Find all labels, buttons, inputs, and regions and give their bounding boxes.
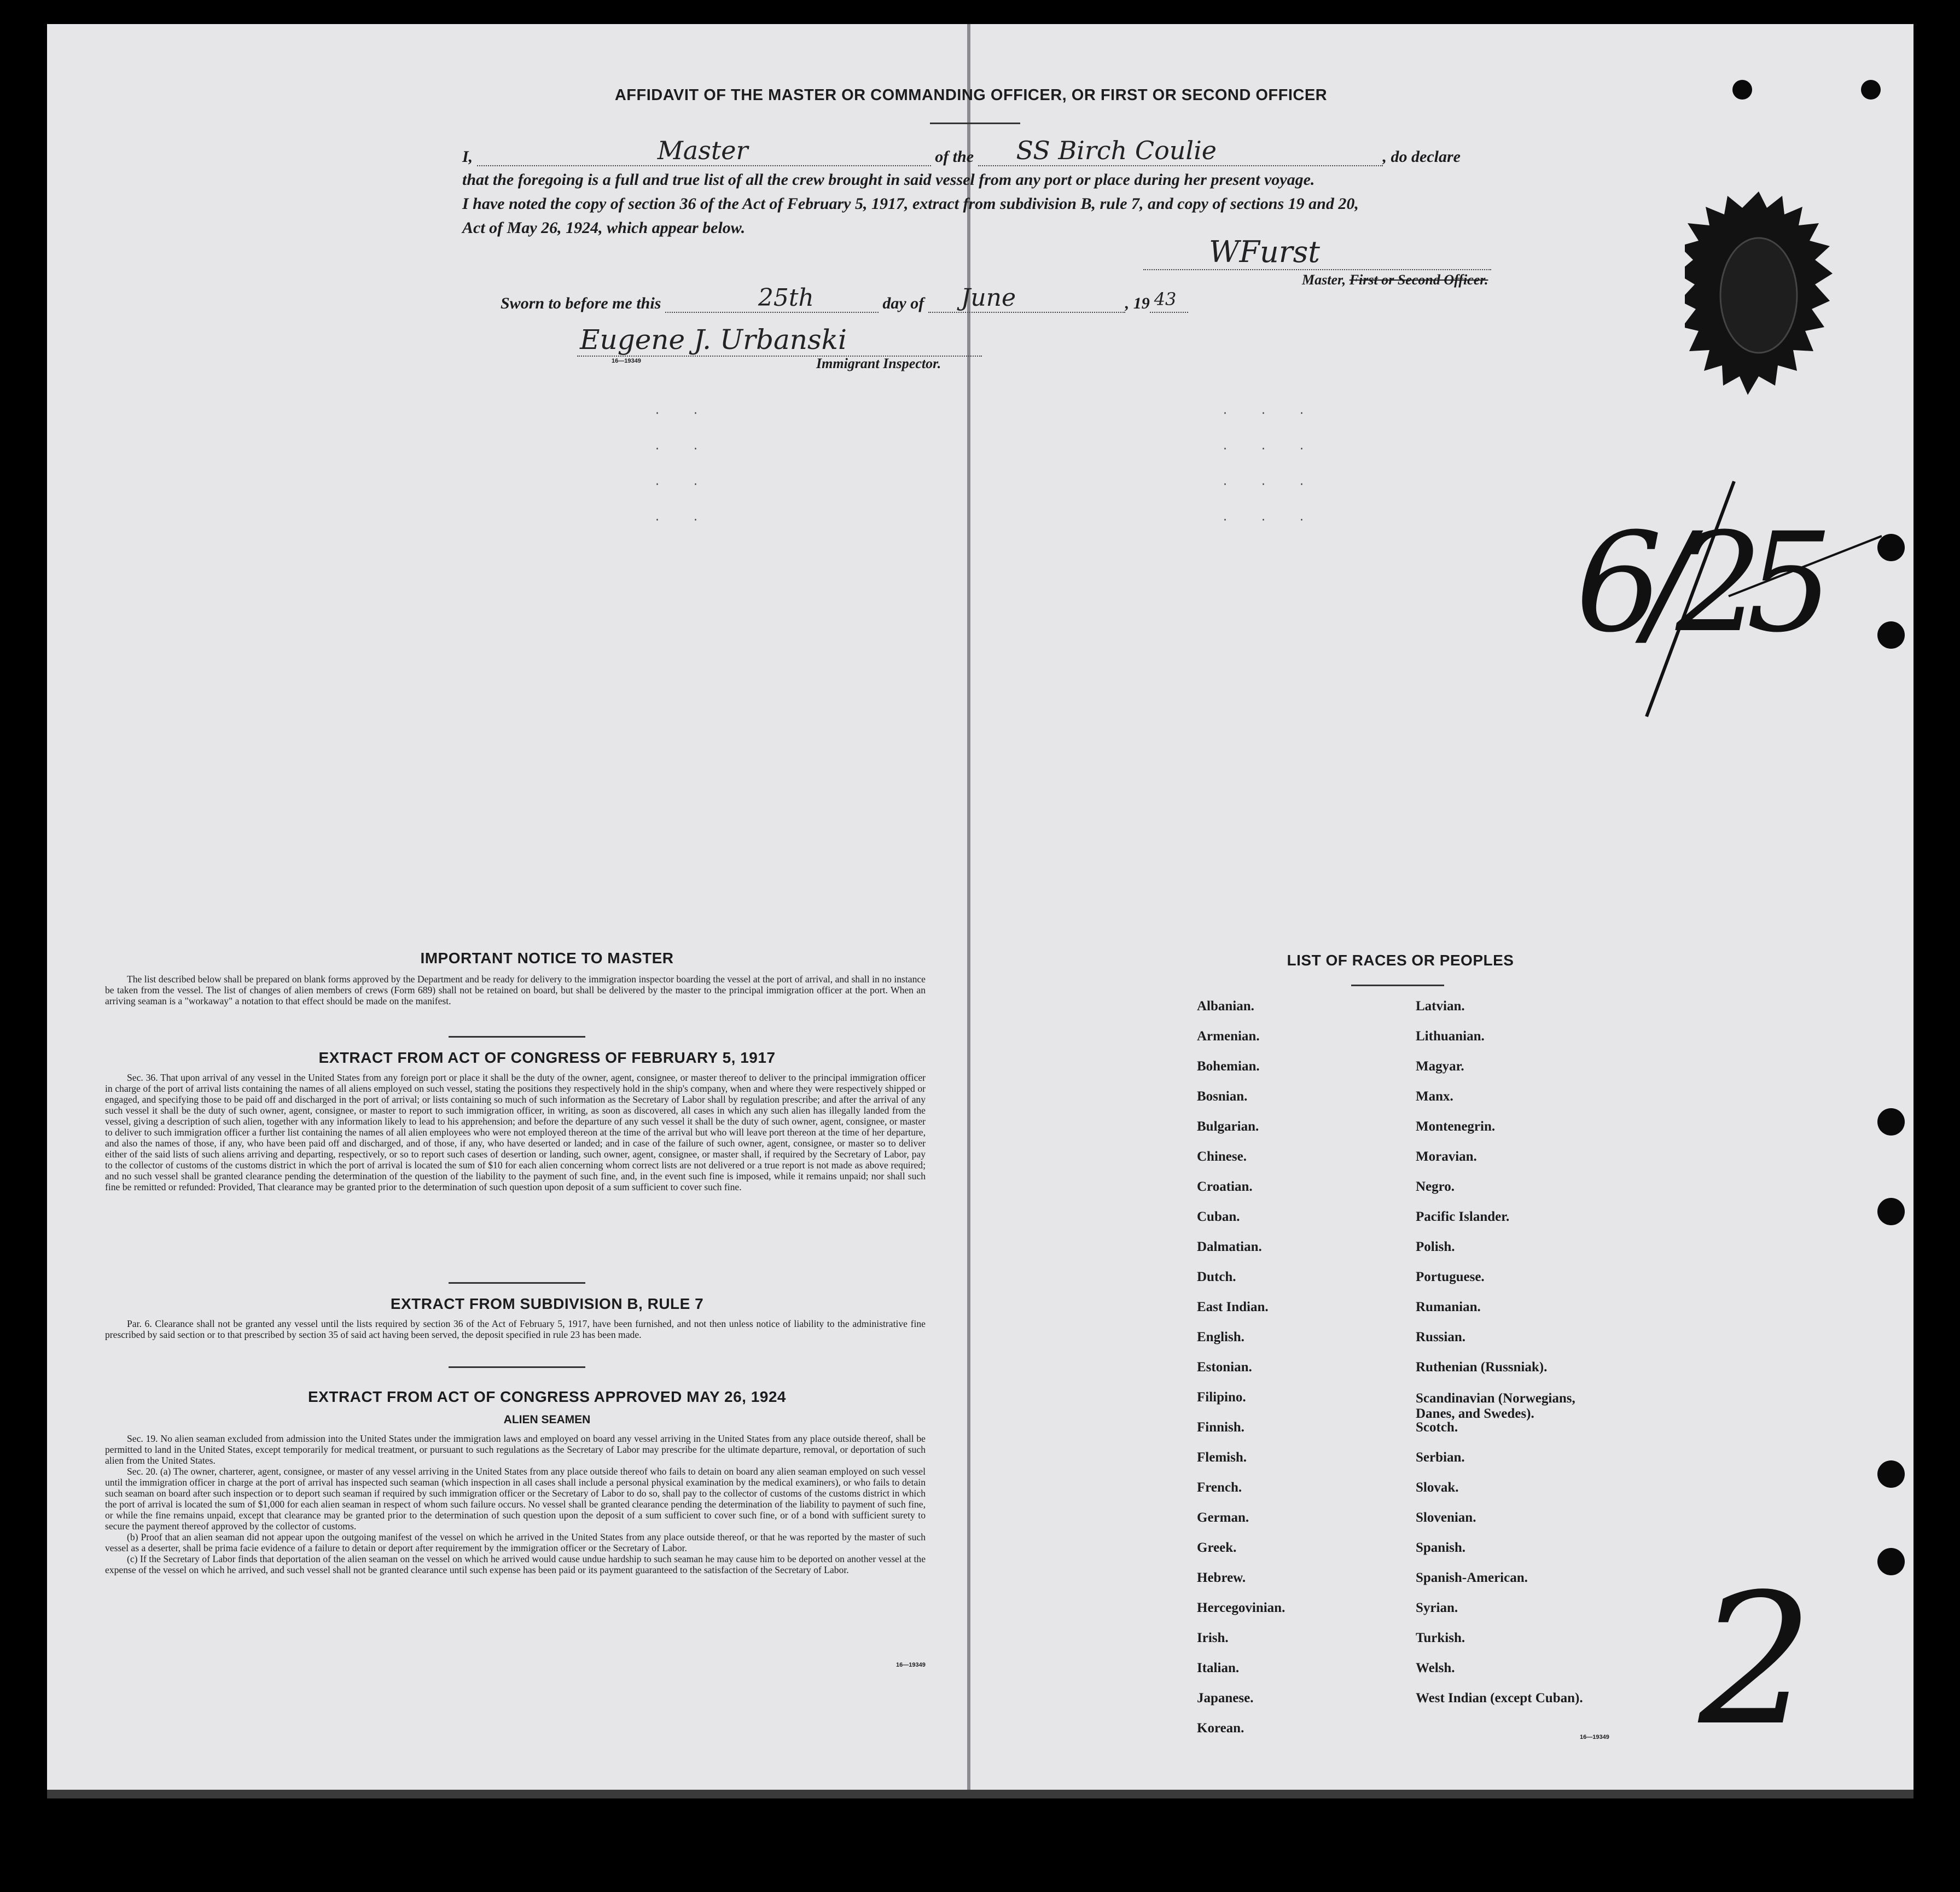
extract-1917-body xyxy=(105,1072,926,1192)
officer-signature: WFurst xyxy=(1209,235,1320,269)
race-item: Finnish. xyxy=(1197,1420,1244,1435)
notice-paragraph: The list described below shall be prepared on blank forms approved by the Department and be ready for delivery to the immigration inspector boarding the vessel at the port of arrival, and shall in no instance be taken from the vessel. The list of changes of alien members of crews (Form 689) shall not be retained on board, but shall be delivered by the master to the principal immigration officer at the port. When an arriving seaman is a "workaway" a notation to that effect should be made on the manifest. xyxy=(105,974,926,1006)
race-item: Lithuanian. xyxy=(1416,1029,1485,1044)
sheet-bottom-edge xyxy=(47,1790,1914,1798)
vessel-field xyxy=(978,136,1383,166)
divider xyxy=(449,1366,585,1368)
race-item: Greek. xyxy=(1197,1540,1237,1555)
of-the-text: of the xyxy=(935,148,974,166)
date-annotation xyxy=(1575,470,1882,722)
year-field xyxy=(1150,289,1188,313)
extract-1924-title: EXTRACT FROM ACT OF CONGRESS APPROVED MAY 26, 1924 xyxy=(308,1388,786,1405)
race-item: Flemish. xyxy=(1197,1450,1247,1465)
race-item: Magyar. xyxy=(1416,1059,1464,1074)
date-annotation-text: 6/25 xyxy=(1575,503,1817,662)
race-item: Spanish. xyxy=(1416,1540,1466,1555)
month-field xyxy=(928,284,1125,313)
sec-20a-paragraph: Sec. 20. (a) The owner, charterer, agent, consignee, or master of any vessel arriving in the United States from any place outside thereof who fails to detain on board any alien seaman employed on such vessel until the immigration officer in charge at the port of arrival has inspected such seaman (which inspection in all cases shall include a personal physical examination by the medical examiners), or who fails to detain such seaman on board after such inspection or to deport such seaman if required by such immigration officer or the Secretary of Labor to do so, shall pay to the collector of customs of the customs district in which the port of arrival is located the sum of $1,000 for each alien seaman in respect of whom such failure occurs. No vessel shall be granted clearance pending the determination of the liability to payment of such fine, or while the fine remains unpaid, except that clearance may be granted prior to the determination of such question upon the deposit of a sum sufficient to cover such fine, or of a bond with sufficient surety to secure the payment thereof approved by the collector of customs. xyxy=(105,1466,926,1532)
year-handwriting: 43 xyxy=(1154,289,1177,310)
notary-seal xyxy=(1685,191,1833,399)
race-item: Syrian. xyxy=(1416,1600,1458,1615)
race-item: Filipino. xyxy=(1197,1390,1246,1405)
punch-hole xyxy=(1861,80,1881,100)
rule-7-body xyxy=(105,1318,926,1340)
sec-19-paragraph: Sec. 19. No alien seaman excluded from admission into the United States under the immigration laws and employed on board any vessel arriving in the United States from any place outside thereof, shall be permitted to land in the United States, except temporarily for medical treatment, or pursuant to such regulations as the Secretary of Labor may prescribe for the ultimate departure, removal, or deportation of such alien from the United States. xyxy=(105,1433,926,1466)
race-item: Hebrew. xyxy=(1197,1570,1246,1585)
divider xyxy=(449,1282,585,1284)
race-item: West Indian (except Cuban). xyxy=(1416,1691,1583,1705)
race-item: Slovenian. xyxy=(1416,1510,1476,1525)
race-item: Bohemian. xyxy=(1197,1059,1260,1074)
race-item: Cuban. xyxy=(1197,1209,1240,1224)
vessel-handwriting: SS Birch Coulie xyxy=(1016,136,1217,165)
race-item: English. xyxy=(1197,1330,1244,1344)
race-item: Chinese. xyxy=(1197,1149,1247,1164)
race-item: Bosnian. xyxy=(1197,1089,1248,1104)
race-item: German. xyxy=(1197,1510,1249,1525)
race-item: Portuguese. xyxy=(1416,1270,1485,1284)
day-handwriting: 25th xyxy=(758,284,814,312)
race-item: Montenegrin. xyxy=(1416,1119,1496,1134)
form-number: 16—19349 xyxy=(896,1662,926,1668)
extract-1924-body xyxy=(105,1433,926,1575)
race-item: Dalmatian. xyxy=(1197,1239,1262,1254)
affidavit-line-2: that the foregoing is a full and true list of all the crew brought in said vessel from any port or place during her present voyage. xyxy=(462,171,1315,189)
race-item: Manx. xyxy=(1416,1089,1453,1104)
affidavit-line-4: Act of May 26, 1924, which appear below. xyxy=(462,219,746,237)
officer-signature-line xyxy=(1143,235,1491,270)
rule-7-title: EXTRACT FROM SUBDIVISION B, RULE 7 xyxy=(390,1295,704,1312)
page-number-annotation: 2 xyxy=(1699,1555,1813,1765)
race-item: Pacific Islander. xyxy=(1416,1209,1510,1224)
dot-markers: · · · · · · · · xyxy=(655,407,713,527)
rank-handwriting: Master xyxy=(657,136,748,165)
extract-1917-title: EXTRACT FROM ACT OF CONGRESS OF FEBRUARY 5, 1917 xyxy=(318,1049,776,1066)
punch-hole xyxy=(1732,80,1752,100)
race-item: Welsh. xyxy=(1416,1661,1455,1675)
alien-seamen-subtitle: ALIEN SEAMEN xyxy=(503,1413,591,1426)
race-item: Ruthenian (Russniak). xyxy=(1416,1360,1548,1375)
race-item: Latvian. xyxy=(1416,999,1465,1014)
form-number: 16—19349 xyxy=(1580,1734,1609,1740)
race-item: Russian. xyxy=(1416,1330,1466,1344)
day-field xyxy=(665,284,879,313)
inspector-signature-line xyxy=(577,324,982,357)
race-item: Scotch. xyxy=(1416,1420,1458,1435)
race-item: Polish. xyxy=(1416,1239,1455,1254)
dot-markers: · · · · · · · · · · · · xyxy=(1223,407,1319,527)
affidavit-title: AFFIDAVIT OF THE MASTER OR COMMANDING OFFICER, OR FIRST OR SECOND OFFICER xyxy=(614,86,1328,104)
race-item: Estonian. xyxy=(1197,1360,1252,1375)
form-number: 16—19349 xyxy=(612,358,641,364)
races-title: LIST OF RACES OR PEOPLES xyxy=(1287,952,1514,969)
race-item: Negro. xyxy=(1416,1179,1455,1194)
race-item: French. xyxy=(1197,1480,1242,1495)
race-item: Moravian. xyxy=(1416,1149,1477,1164)
officer-label-struck: First or Second Officer. xyxy=(1349,272,1488,288)
race-item: Croatian. xyxy=(1197,1179,1253,1194)
race-item: Slovak. xyxy=(1416,1480,1459,1495)
year-prefix: , 19 xyxy=(1125,294,1150,312)
rank-field xyxy=(477,136,931,166)
prefix-text: I, xyxy=(462,148,473,166)
punch-hole xyxy=(1877,1548,1905,1575)
sec-20c-paragraph: (c) If the Secretary of Labor finds that deportation of the alien seaman on the vessel on which he arrived would cause undue hardship to such seaman he may cause him to be deported on another vessel at the expense of the vessel on which he arrived, and such vessel shall not be granted clearance until such expense has been paid or its payment guaranteed to the satisfaction of the Secretary of Labor. xyxy=(105,1553,926,1575)
punch-hole xyxy=(1877,1108,1905,1136)
race-item: Italian. xyxy=(1197,1661,1240,1675)
race-item: Hercegovinian. xyxy=(1197,1600,1286,1615)
race-item: Bulgarian. xyxy=(1197,1119,1259,1134)
race-item: Turkish. xyxy=(1416,1631,1465,1645)
race-item: Armenian. xyxy=(1197,1029,1260,1044)
officer-label-master: Master, xyxy=(1302,272,1346,288)
sworn-prefix: Sworn to before me this xyxy=(501,294,661,312)
punch-hole xyxy=(1877,1198,1905,1225)
affidavit-line-1 xyxy=(462,136,1529,166)
divider xyxy=(449,1036,585,1038)
race-item: East Indian. xyxy=(1197,1300,1269,1314)
race-item: Irish. xyxy=(1197,1631,1229,1645)
race-item: Scandinavian (Norwegians, xyxy=(1416,1391,1575,1406)
race-item: Danes, and Swedes). xyxy=(1416,1406,1534,1421)
notice-body xyxy=(105,974,926,1006)
race-item: Spanish-American. xyxy=(1416,1570,1528,1585)
divider xyxy=(1351,985,1444,986)
sec-20b-paragraph: (b) Proof that an alien seaman did not appear upon the outgoing manifest of the vessel on which he arrived in the United States from any place outside thereof, or that he was reported by the master of such vessel as a deserter, shall be prima facie evidence of a failure to detain or deport after requirement by the immigration officer or the Secretary of Labor. xyxy=(105,1532,926,1553)
inspector-label: Immigrant Inspector. xyxy=(816,356,941,371)
day-of-text: day of xyxy=(882,294,924,312)
sworn-line xyxy=(501,284,1567,313)
race-item: Japanese. xyxy=(1197,1691,1254,1705)
declare-text: , do declare xyxy=(1382,148,1461,166)
month-handwriting: June xyxy=(961,284,1016,312)
inspector-signature: Eugene J. Urbanski xyxy=(580,324,847,356)
notice-title: IMPORTANT NOTICE TO MASTER xyxy=(420,950,674,967)
race-item: Korean. xyxy=(1197,1721,1244,1736)
sec-36-paragraph: Sec. 36. That upon arrival of any vessel in the United States from any foreign port or place it shall be the duty of the owner, agent, consignee, or master thereof to deliver to the principal immigration officer in charge of the port of arrival lists containing the names of all aliens employed on such vessel, stating the positions they respectively hold in the ship's company, when and where they were respectively shipped or engaged, and specifying those to be paid off and discharged in the port of arrival; or lists containing so much of such information as the Secretary of Labor shall by regulation prescribe; and after the arrival of any such vessel it shall be the duty of such owner, agent, consignee, or master to report to such immigration officer, in writing, as soon as discovered, all cases in which any such alien has illegally landed from the vessel, giving a description of such alien, together with any information likely to lead to his apprehension; and before the departure of any such vessel it shall be the duty of such owner, agent, consignee, or master to deliver to such immigration officer a further list containing the names of all alien employees who were not employed thereon at the time of the arrival but who will leave port thereon at the time of her departure, and also the names of those, if any, who have been paid off and discharged, and of those, if any, who have deserted or landed; and in case of the failure of such owner, agent, consignee, or master so to deliver either of the said lists of such aliens arriving and departing, respectively, or so to report such cases of desertion or landing, such owner, agent, consignee, or master shall, if required by the Secretary of Labor, pay to the collector of customs of the customs district in which the port of arrival is located the sum of $10 for each alien concerning whom correct lists are not delivered or a true report is not made as above required; and no such vessel shall be granted clearance pending the determination of the question of the liability to the payment of such fine, and, in the event such fine is imposed, while it remains unpaid; nor shall such fine be remitted or refunded: Provided, That clearance may be granted prior to the determination of such question upon deposit of a sum sufficient to cover such fine. xyxy=(105,1072,926,1192)
divider xyxy=(930,123,1020,124)
punch-hole xyxy=(1877,1460,1905,1488)
race-item: Dutch. xyxy=(1197,1270,1236,1284)
affidavit-line-3: I have noted the copy of section 36 of the Act of February 5, 1917, extract from subdivision B, rule 7, and copy of sections 19 and 20, xyxy=(462,195,1359,213)
race-item: Albanian. xyxy=(1197,999,1254,1014)
par-6-paragraph: Par. 6. Clearance shall not be granted any vessel until the lists required by section 36 of the Act of February 5, 1917, have been furnished, and not then unless notice of liability to the administrative fine prescribed by said section or to that prescribed by section 35 of said act having been served, the deposit specified in rule 23 has been made. xyxy=(105,1318,926,1340)
officer-label xyxy=(1302,272,1488,288)
race-item: Rumanian. xyxy=(1416,1300,1481,1314)
race-item: Serbian. xyxy=(1416,1450,1465,1465)
